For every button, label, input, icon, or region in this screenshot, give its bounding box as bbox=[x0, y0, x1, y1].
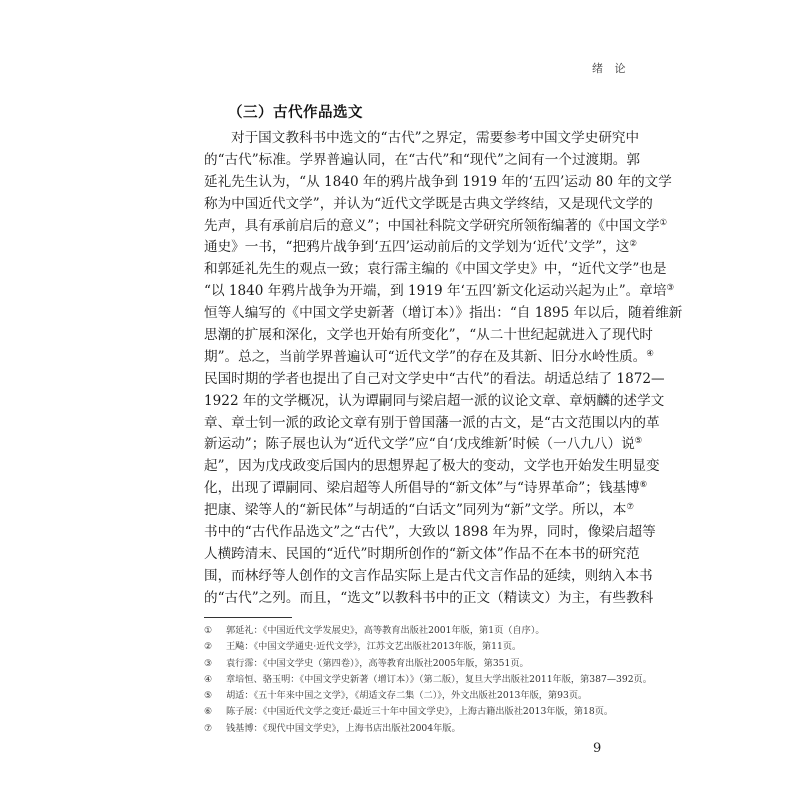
footnote-ref: ⑤ bbox=[634, 436, 643, 447]
paragraph-line: 新运动”；陈子展也认为“近代文学”应“自‘戊戌维新’时候（一八九八）说⑤ bbox=[204, 436, 643, 453]
footnotes bbox=[204, 623, 652, 737]
footnote-ref: ① bbox=[659, 217, 668, 228]
footnote-item bbox=[204, 623, 624, 639]
paragraph-line: “以 1840 年鸦片战争为开端，到 1919 年‘五四’新文化运动兴起为止”。章培③ bbox=[204, 283, 675, 300]
paragraph-line: 和郭延礼先生的观点一致；袁行霈主编的《中国文学史》中，“近代文学”也是 bbox=[204, 261, 667, 278]
paragraph-line: 的“古代”标准。学界普遍认同，在“古代”和“现代”之间有一个过渡期。郭 bbox=[204, 151, 640, 168]
footnote-ref: ⑦ bbox=[626, 502, 634, 513]
paragraph-line: 恒等人编写的《中国文学史新著（增订本）》指出：“自 1895 年以后，随着维新 bbox=[204, 305, 683, 322]
footnote-text: 章培恒、骆玉明：《中国文学史新著（增订本）》（第二版），复旦大学出版社2011年版，第387—392页。 bbox=[226, 673, 652, 685]
footnote-mark: ⑦ bbox=[204, 722, 213, 734]
footnote-text: 胡适：《五十年来中国之文学》，《胡适文存二集（二）》，外文出版社2013年版，第93页。 bbox=[226, 690, 588, 702]
paragraph-line: 章、章士钊一派的政论文章有别于曾国藩一派的古文，是“古文范围以内的革 bbox=[204, 414, 660, 431]
footnote-divider bbox=[204, 617, 292, 618]
page-number: 9 bbox=[593, 741, 602, 756]
footnote-ref: ④ bbox=[646, 348, 654, 359]
paragraph-line: 的“古代”之列。而且，“选文”以教科书中的正文（精读文）为主，有些教科 bbox=[204, 589, 654, 606]
footnote-item bbox=[204, 656, 624, 672]
footnote-item bbox=[204, 721, 624, 737]
paragraph-line: 延礼先生认为，“从 1840 年的鸦片战争到 1919 年的‘五四’运动 80 年的文学 bbox=[204, 173, 672, 190]
footnote-ref: ③ bbox=[666, 283, 675, 294]
footnote-text: 陈子展：《中国近代文学之变迁·最近三十年中国文学史》，上海古籍出版社2013年版，第18页。 bbox=[226, 706, 614, 718]
footnote-text: 郭延礼：《中国近代文学发展史》，高等教育出版社2001年版，第1页（自序）。 bbox=[226, 625, 545, 636]
paragraph-line: 把康、梁等人的“新民体”与胡适的“白话文”同列为“新”文学。所以，本⑦ bbox=[204, 502, 634, 519]
paragraph-line: 1922 年的文学概况，认为谭嗣同与梁启超一派的议论文章、章炳麟的述学文 bbox=[204, 392, 665, 409]
footnote-item bbox=[204, 672, 652, 688]
footnote-item bbox=[204, 639, 624, 655]
paragraph-line: 围，而林纾等人创作的文言作品实际上是古代文言作品的延续，则纳入本书 bbox=[204, 567, 653, 584]
footnote-mark: ① bbox=[204, 625, 213, 636]
paragraph-line: 人横跨清末、民国的“近代”时期所创作的“新文体”作品不在本书的研究范 bbox=[204, 545, 640, 562]
footnote-mark: ⑤ bbox=[204, 690, 213, 702]
paragraph-line: 期”。总之，当前学界普遍认可“近代文学”的存在及其新、旧分水岭性质。④ bbox=[204, 348, 654, 365]
footnote-item bbox=[204, 704, 624, 720]
footnote-mark: ③ bbox=[204, 657, 213, 669]
footnote-mark: ② bbox=[204, 641, 213, 653]
footnote-mark: ⑥ bbox=[204, 706, 213, 718]
paragraph-line: 书中的“古代作品选文”之“古代”，大致以 1898 年为界，同时，像梁启超等 bbox=[204, 524, 656, 541]
running-head: 绪 论 bbox=[592, 62, 630, 75]
paragraph-line: 先声，具有承前启后的意义”；中国社科院文学研究所领衔编著的《中国文学① bbox=[204, 217, 668, 234]
body-paragraph bbox=[204, 128, 683, 610]
paragraph-line: 民国时期的学者也提出了自己对文学史中“古代”的看法。胡适总结了 1872— bbox=[204, 370, 665, 387]
footnote-text: 袁行霈：《中国文学史（第四卷）》，高等教育出版社2005年版，第351页。 bbox=[226, 657, 529, 669]
paragraph-line: 对于国文教科书中选文的“古代”之界定，需要参考中国文学史研究中 bbox=[231, 130, 640, 146]
paragraph-line: 思潮的扩展和深化，文学也开始有所变化”，“从二十世纪起就进入了现代时 bbox=[204, 327, 653, 344]
footnote-ref: ② bbox=[629, 239, 638, 250]
footnote-item bbox=[204, 688, 624, 704]
footnote-ref: ⑥ bbox=[639, 480, 648, 491]
footnote-text: 王飚：《中国文学通史·近代文学》，江苏文艺出版社2013年版，第11页。 bbox=[226, 641, 522, 653]
footnote-mark: ④ bbox=[204, 673, 213, 685]
paragraph-line: 通史》一书，“把鸦片战争到‘五四’运动前后的文学划为‘近代’文学”，这② bbox=[204, 239, 638, 256]
footnote-text: 钱基博：《现代中国文学史》，上海书店出版社2004年版。 bbox=[226, 722, 461, 734]
section-heading: （三）古代作品选文 bbox=[228, 105, 363, 121]
paragraph-line: 称为中国近代文学”，并认为“近代文学既是古典文学终结，又是现代文学的 bbox=[204, 195, 653, 212]
paragraph-line: 化，出现了谭嗣同、梁启超等人所倡导的“新文体”与“诗界革命”；钱基博⑥ bbox=[204, 480, 648, 497]
paragraph-line: 起”，因为戊戌政变后国内的思想界起了极大的变动，文学也开始发生明显变 bbox=[204, 458, 660, 475]
